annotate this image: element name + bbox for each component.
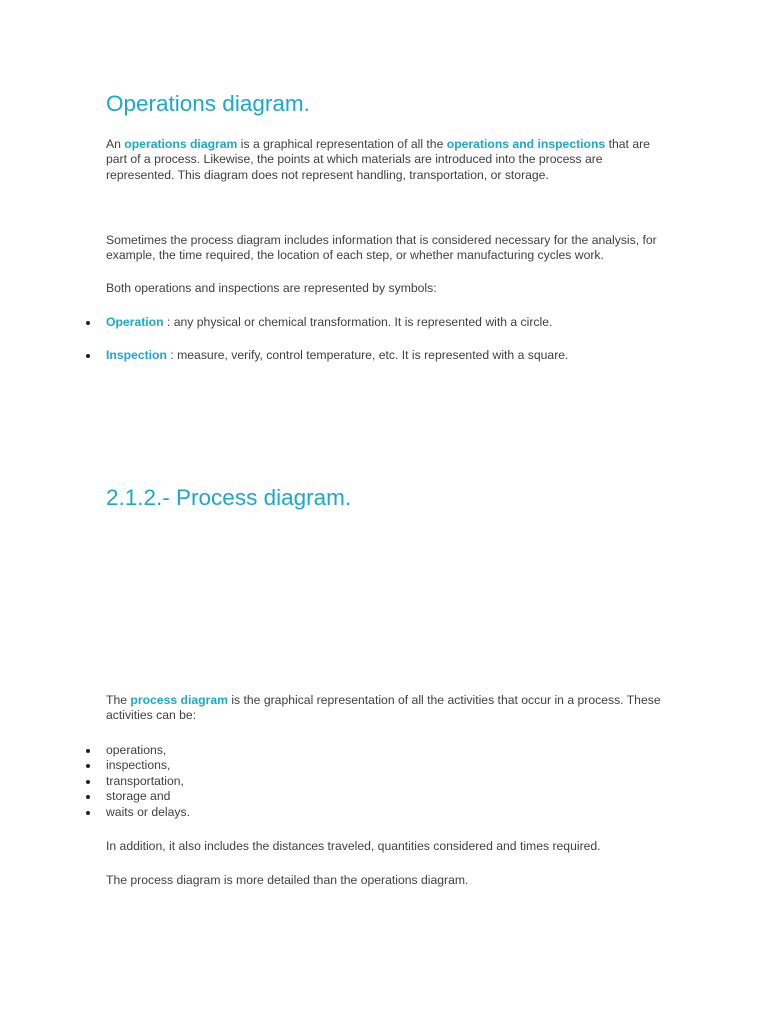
bullet-icon [86,811,90,815]
list-item-inspection [0,348,768,363]
activity-label: waits or delays. [106,804,190,819]
intro-text-1: An [106,137,125,151]
activity-label: inspections, [106,758,171,773]
operations-diagram-heading: Operations diagram. [106,91,310,116]
additional-info-paragraph: In addition, it also includes the distances traveled, quantities considered and times required. [106,839,601,853]
bullet-icon [86,795,90,799]
list-item [0,774,768,789]
bullet-icon [86,354,90,358]
operations-intro-paragraph [106,137,666,183]
symbols-list [0,315,768,330]
operations-and-inspections-keyword: operations and inspections [446,137,606,151]
activity-label: operations, [106,743,167,757]
process-intro-text-1: The [106,693,131,707]
process-diagram-heading: 2.1.2.- Process diagram. [106,485,352,510]
bullet-icon [86,764,90,768]
operation-description: : any physical or chemical transformation. It is represented with a circle. [163,315,553,329]
process-intro-text-2: is the graphical representation of all the activities that occur in a process. These activities can be: [106,693,661,723]
activities-list [0,743,768,820]
list-item-operation [0,315,768,330]
process-intro-paragraph [106,693,666,724]
bullet-icon [86,321,90,325]
activity-label: storage and [106,789,171,804]
activity-label: transportation, [106,773,184,788]
symbols-list-2 [0,348,768,363]
bullet-icon [86,780,90,784]
process-info-paragraph: Sometimes the process diagram includes information that is considered necessary for the analysis, for example, the time required, the location of each step, or whether manufacturing cycles work. [106,233,657,263]
inspection-description: : measure, verify, control temperature, etc. It is represented with a square. [166,348,569,362]
list-item [0,743,768,758]
list-item [0,758,768,773]
intro-text-3: that are part of a process. Likewise, the points at which materials are introduced into the process are represented. This diagram does not represent handling, transportation, or storage. [106,137,650,182]
inspection-term: Inspection [106,348,167,362]
symbols-intro-paragraph: Both operations and inspections are represented by symbols: [106,281,437,295]
list-item [0,789,768,804]
bullet-icon [86,749,90,753]
process-diagram-keyword: process diagram [130,693,228,707]
operation-term: Operation [106,315,164,329]
comparison-paragraph: The process diagram is more detailed than the operations diagram. [106,873,469,887]
intro-text-2: is a graphical representation of all the [237,137,447,151]
list-item [0,805,768,820]
operations-diagram-keyword: operations diagram [124,137,238,151]
